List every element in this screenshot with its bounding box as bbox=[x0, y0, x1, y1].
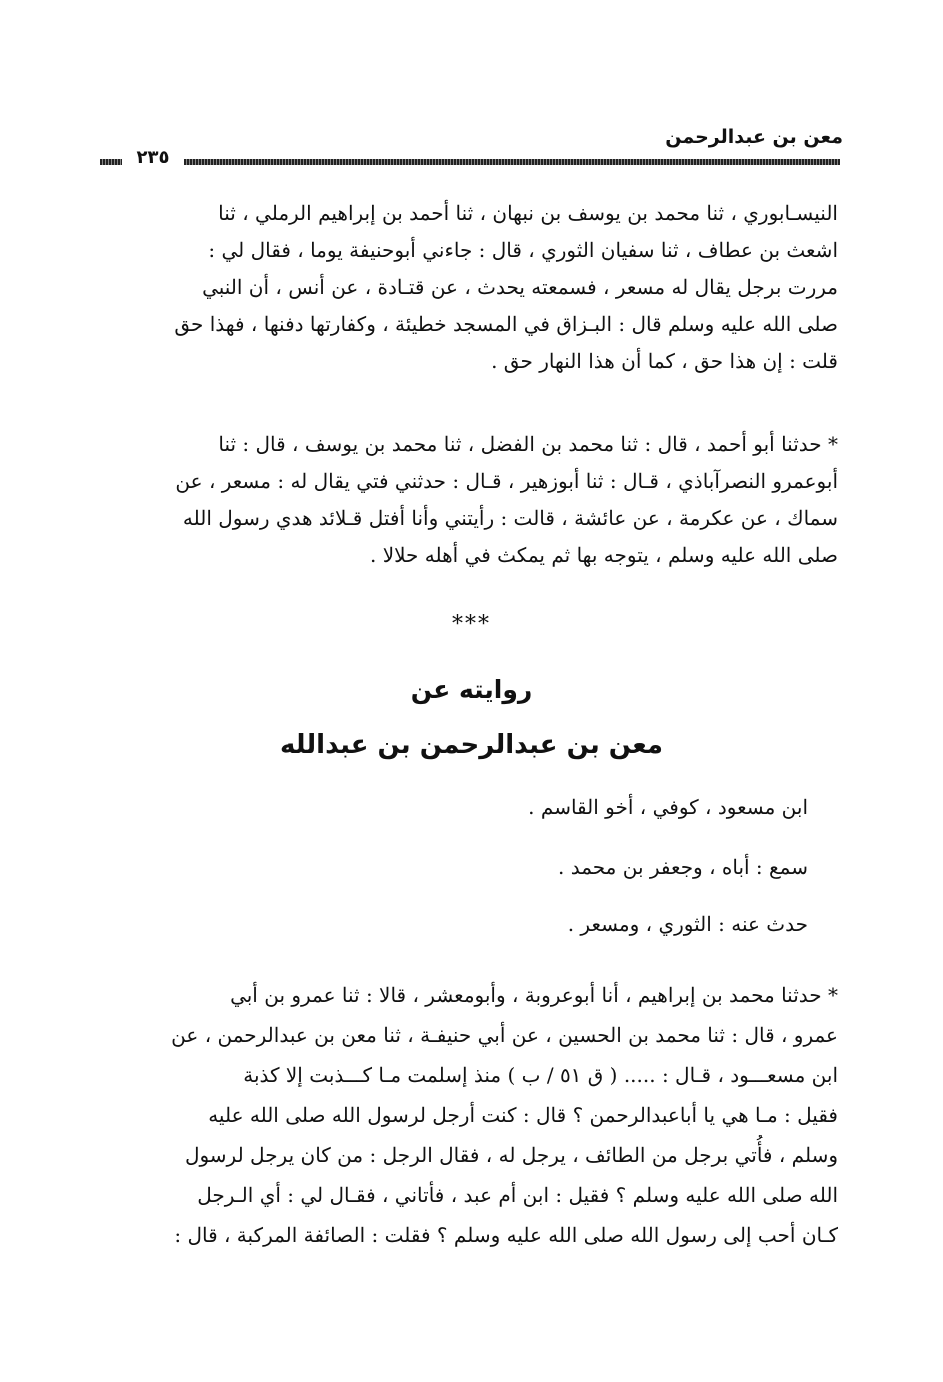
paragraph-3-line: الله صلى الله عليه وسلم ؟ فقيل : ابن أم عبد ، فأتاني ، فقـال لي : أي الـرجل bbox=[197, 1183, 838, 1207]
paragraph-2-line: * حدثنا أبو أحمد ، قال : ثنا محمد بن الفضل ، ثنا محمد بن يوسف ، قال : ثنا bbox=[218, 432, 838, 456]
paragraph-2 bbox=[100, 426, 838, 574]
paragraph-3-line: فقيل : مـا هي يا أباعبدالرحمن ؟ قال : كنت أرجل لرسول الله صلى الله عليه bbox=[208, 1103, 838, 1127]
paragraph-3 bbox=[100, 975, 838, 1255]
running-title: معن بن عبدالرحمن bbox=[665, 126, 843, 148]
section-heading-line-2: معن بن عبدالرحمن بن عبدالله bbox=[280, 730, 663, 760]
section-separator: *** bbox=[452, 612, 491, 637]
header-rule bbox=[100, 147, 840, 168]
section-heading-line-1: روايته عن bbox=[410, 675, 533, 704]
paragraph-3-line: وسلم ، فأُتي برجل من الطائف ، يرجل له ، فقال الرجل : من كان يرجل لرسول bbox=[184, 1143, 838, 1167]
paragraph-2-line: أبوعمرو النصرآباذي ، قـال : ثنا أبوزهير ، قـال : حدثني فتي يقال له : مسعر ، عن bbox=[175, 469, 838, 493]
paragraph-3-line: * حدثنا محمد بن إبراهيم ، أنا أبوعروبة ، وأبومعشر ، قالا : ثنا عمرو بن أبي bbox=[230, 983, 838, 1007]
paragraph-2-line: صلى الله عليه وسلم ، يتوجه بها ثم يمكث في أهله حلالا . bbox=[370, 543, 838, 567]
page-number: ٢٣٥ bbox=[136, 147, 170, 168]
paragraph-3-line: ابن مسعـــود ، قـال : ..... ( ق ٥١ / ب ) منذ إسلمت مـا كـــذبت إلا كذبة bbox=[243, 1063, 838, 1087]
header-rule-left bbox=[100, 159, 122, 165]
paragraph-1 bbox=[100, 195, 838, 380]
paragraph-1-line: اشعث بن عطاف ، ثنا سفيان الثوري ، قال : جاءني أبوحنيفة يوما ، فقال لي : bbox=[208, 238, 838, 262]
bio-line: ابن مسعود ، كوفي ، أخو القاسم . bbox=[528, 795, 808, 819]
paragraph-1-line: النيسـابوري ، ثنا محمد بن يوسف بن نبهان ، ثنا أحمد بن إبراهيم الرملي ، ثنا bbox=[218, 201, 838, 225]
bio-line: حدث عنه : الثوري ، ومسعر . bbox=[567, 912, 808, 936]
paragraph-2-line: سماك ، عن عكرمة ، عن عائشة ، قالت : رأيتني وأنا أفتل قـلائد هدي رسول الله bbox=[182, 506, 838, 530]
paragraph-3-line: كـان أحب إلى رسول الله صلى الله عليه وسلم ؟ فقلت : الصائفة المركبة ، قال : bbox=[174, 1223, 838, 1247]
header-rule-right bbox=[184, 159, 840, 165]
paragraph-1-line: مررت برجل يقال له مسعر ، فسمعته يحدث ، عن قتـادة ، عن أنس ، أن النبي bbox=[202, 275, 838, 299]
bio-line: سمع : أباه ، وجعفر بن محمد . bbox=[557, 855, 808, 879]
paragraph-1-line: صلى الله عليه وسلم قال : البـزاق في المسجد خطيئة ، وكفارتها دفنها ، فهذا حق bbox=[174, 312, 838, 336]
paragraph-1-line: قلت : إن هذا حق ، كما أن هذا النهار حق . bbox=[491, 349, 838, 373]
paragraph-3-line: عمرو ، قال : ثنا محمد بن الحسين ، عن أبي حنيفـة ، ثنا معن بن عبدالرحمن ، عن bbox=[171, 1023, 838, 1047]
